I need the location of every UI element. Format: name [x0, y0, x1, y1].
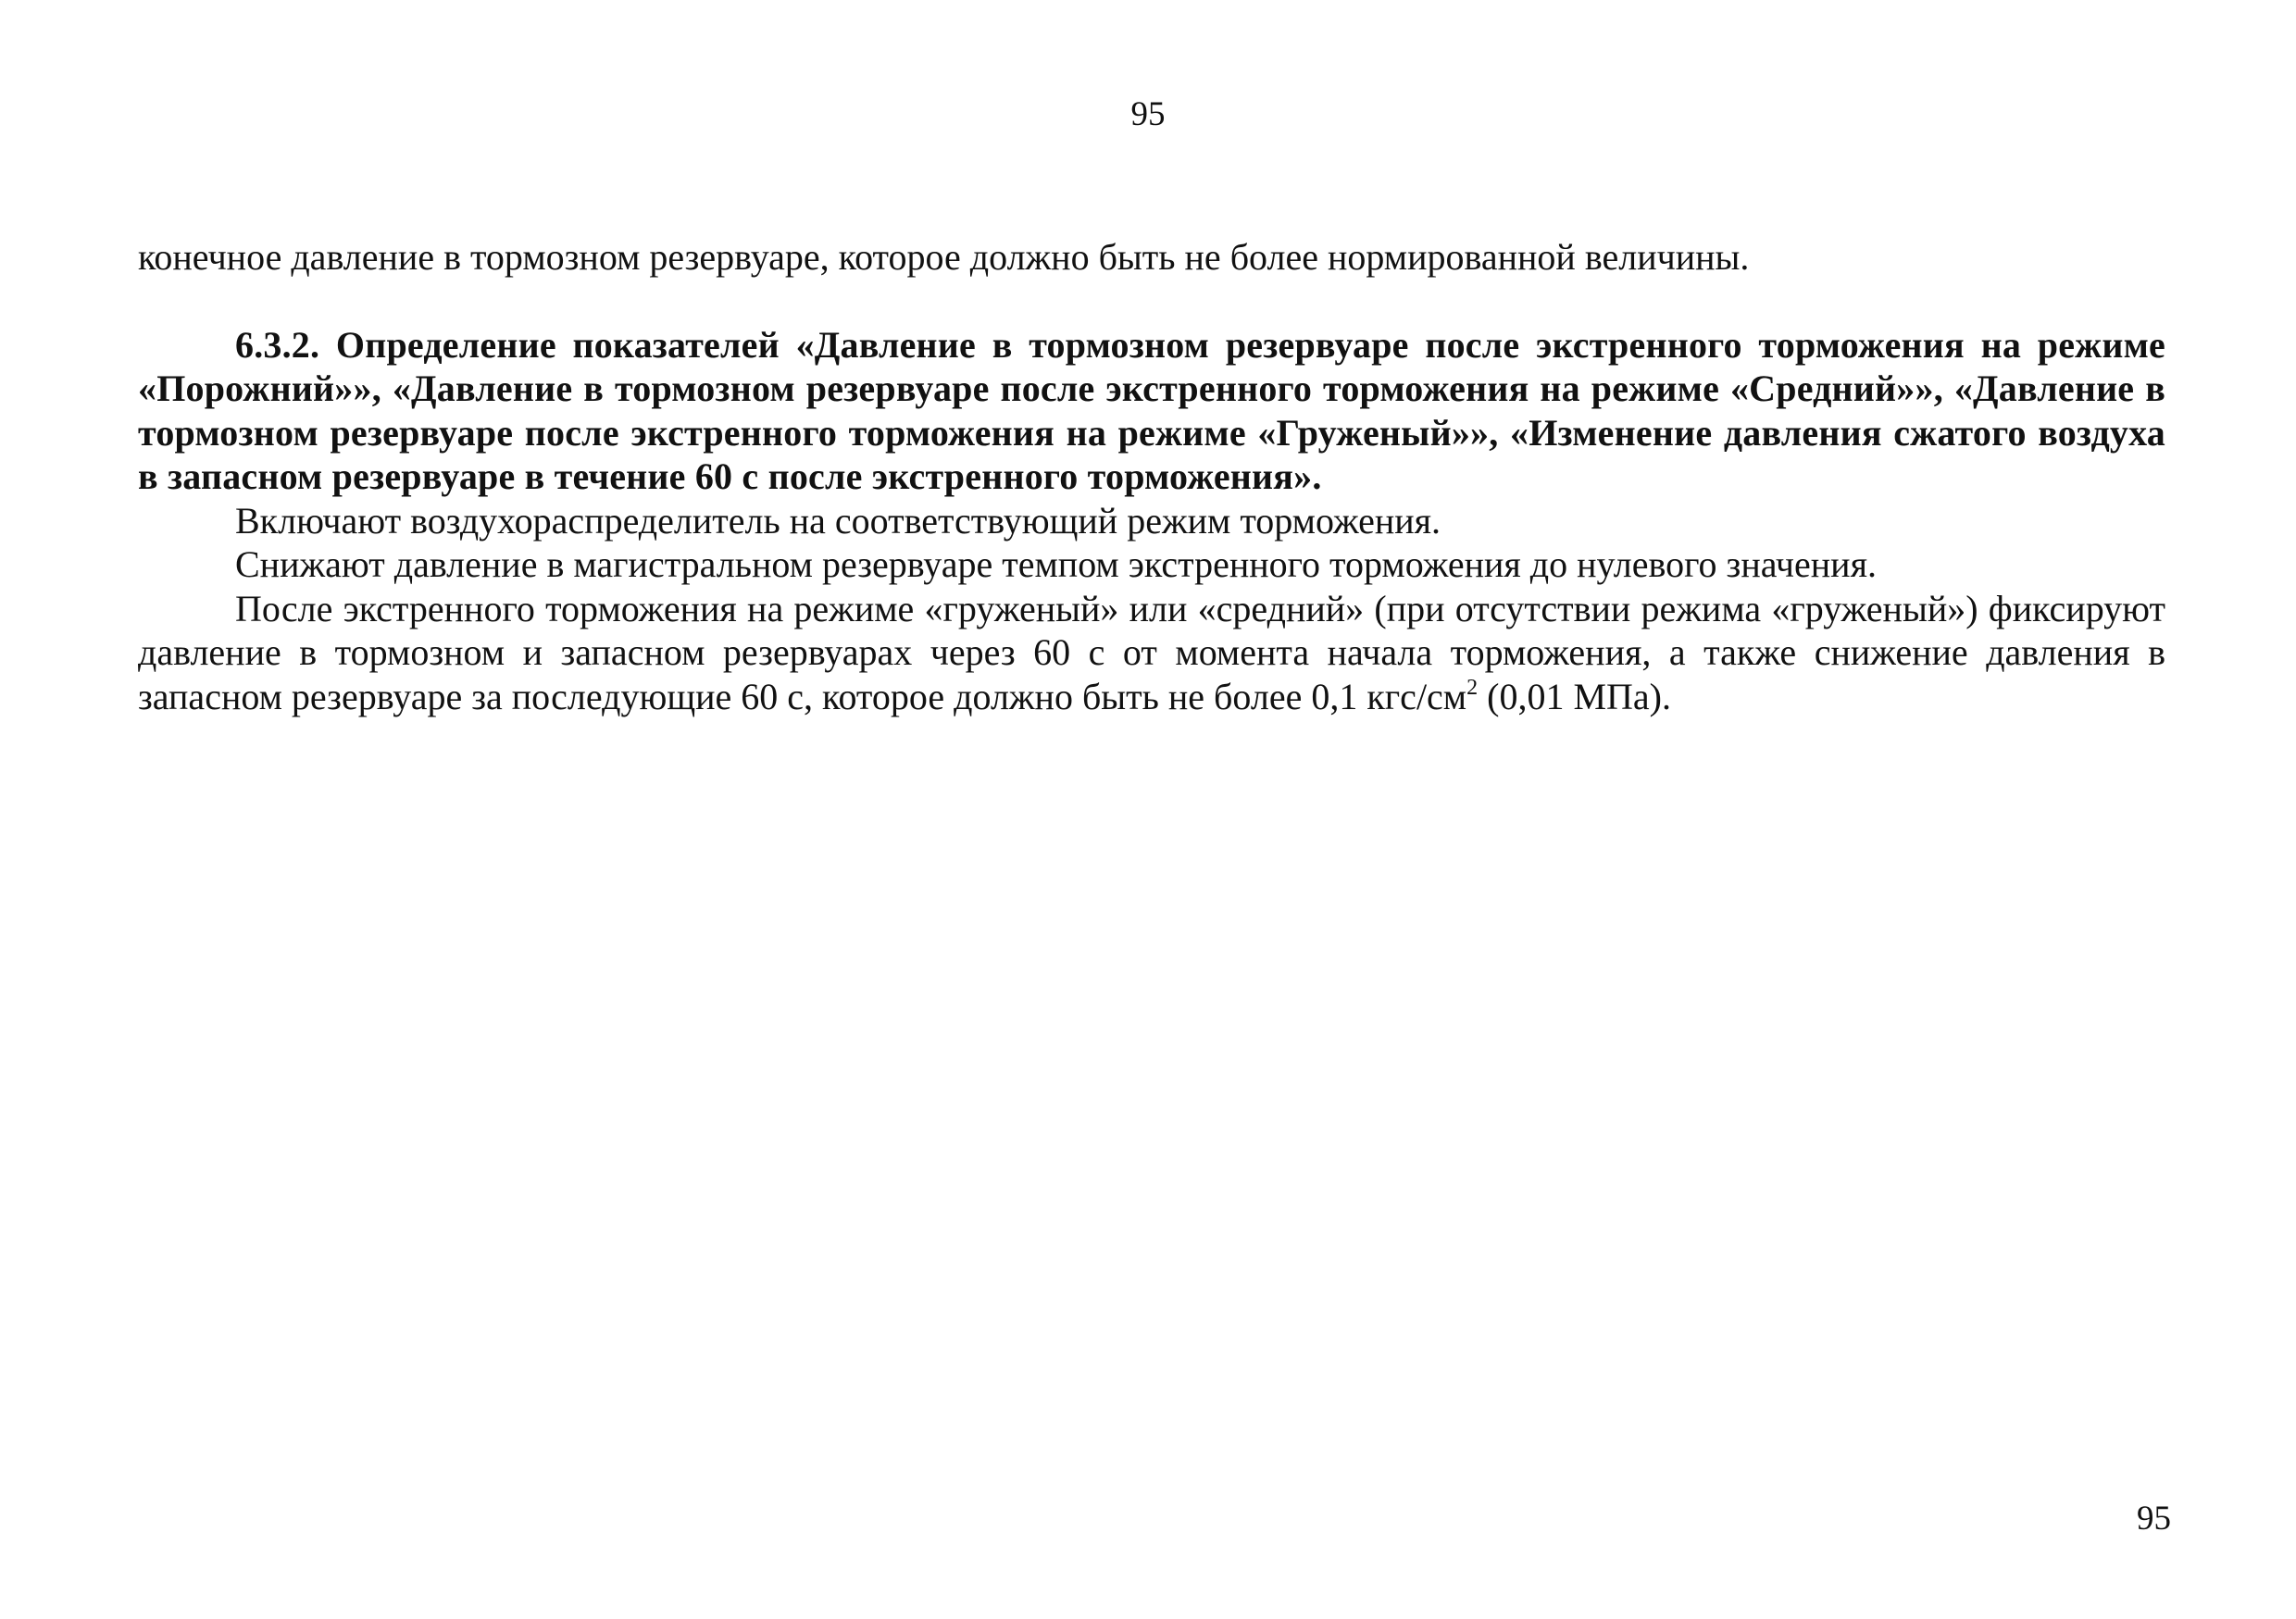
page-number-top: 95: [1130, 95, 1166, 133]
document-body: [138, 235, 2165, 718]
section-heading-6-3-2: 6.3.2. Определение показателей «Давление в тормозном резервуаре после экстренного торможения на режиме «Порожний»», «Давление в тормозном резервуаре после экстренного торможения на режиме «Средний»», «Давление в тормозном резервуаре после экстренного торможения на режиме «Груженый»», «Изменение давления сжатого воздуха в запасном резервуаре в течение 60 с после экстренного торможения».: [138, 323, 2165, 497]
step-3-text-end: (0,01 МПа).: [1478, 675, 1671, 717]
step-paragraph-2: Снижают давление в магистральном резервуаре темпом экстренного торможения до нулевого значения.: [235, 543, 1877, 585]
page-number-bottom: 95: [2137, 1500, 2171, 1538]
step-paragraph-1: Включают воздухораспределитель на соответствующий режим торможения.: [235, 499, 1441, 542]
unit-superscript: 2: [1466, 675, 1479, 700]
continuation-paragraph: конечное давление в тормозном резервуаре, которое должно быть не более нормированной величины.: [138, 236, 1750, 278]
step-3-text: После экстренного торможения на режиме «груженый» или «средний» (при отсутствии режима «груженый») фиксируют давление в тормозном и запасном резервуарах через 60 с от момента начала торможения, а также снижение давления в запасном резервуаре за последующие 60 с, которое должно быть не более 0,1 кгс/см: [138, 587, 2165, 717]
step-paragraph-3: [138, 587, 2165, 719]
